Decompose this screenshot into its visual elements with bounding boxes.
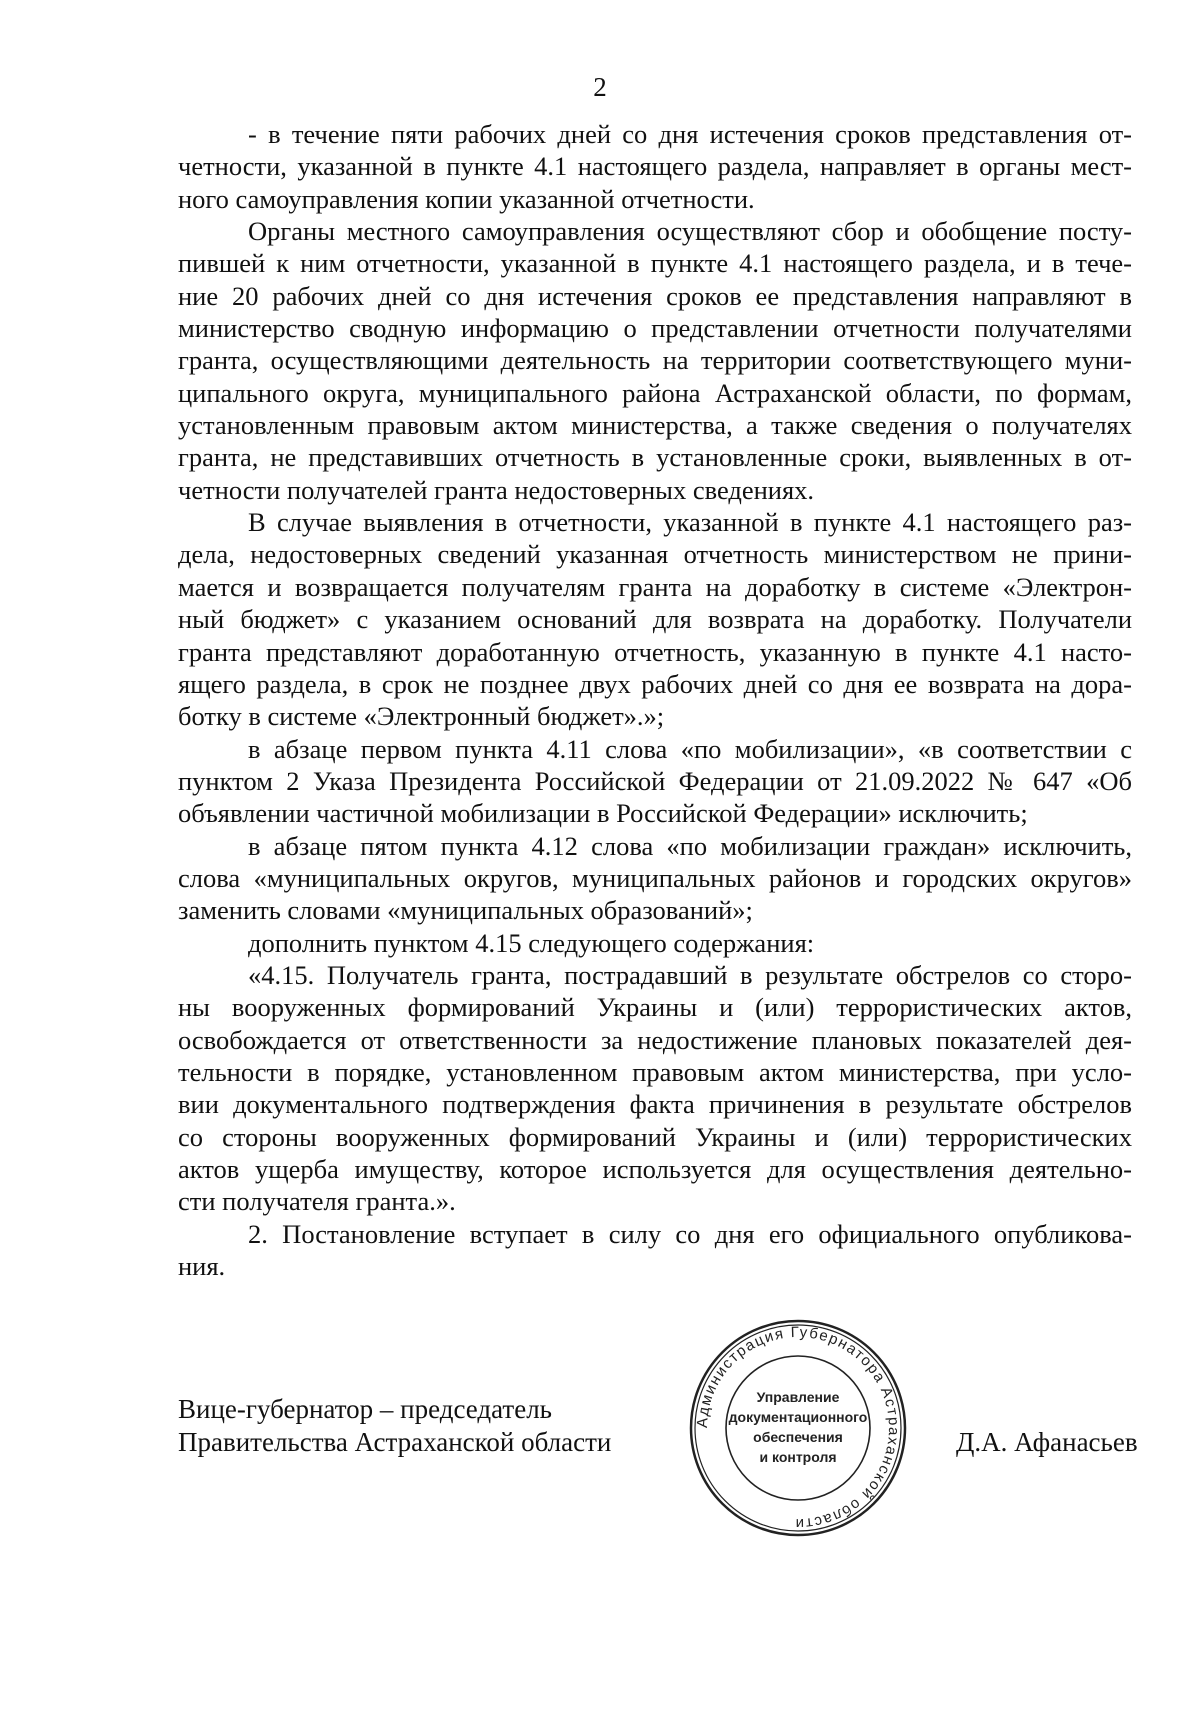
text-line: тельности в порядке, установленном правовым актом министерства, при усло-	[178, 1056, 1132, 1087]
text-line: ципального округа, муниципального района Астраханской области, по формам,	[178, 377, 1132, 408]
official-stamp	[688, 1318, 908, 1538]
text-line: в абзаце первом пункта 4.11 слова «по мобилизации», «в соответствии с	[248, 733, 1132, 764]
text-line: ботку в системе «Электронный бюджет».»;	[178, 701, 665, 732]
text-line: пунктом 2 Указа Президента Российской Федерации от 21.09.2022 № 647 «Об	[178, 765, 1132, 796]
text-line: ны вооруженных формирований Украины и (или) террористических актов,	[178, 992, 1132, 1023]
page-number: 2	[593, 72, 607, 102]
stamp-inner-line: документационного	[728, 1409, 868, 1425]
text-line: объявлении частичной мобилизации в Российской Федерации» исключить;	[178, 798, 1028, 829]
signature-position-line: Правительства Астраханской области	[178, 1427, 612, 1457]
text-line: гранта, осуществляющими деятельность на территории соответствующего муни-	[178, 345, 1132, 376]
text-line: «4.15. Получатель гранта, пострадавший в результате обстрелов со сторо-	[248, 959, 1132, 990]
text-line: министерство сводную информацию о представлении отчетности получателями	[178, 313, 1132, 344]
stamp-inner-line: и контроля	[759, 1449, 837, 1465]
text-line: со стороны вооруженных формирований Украины и (или) террористических	[178, 1121, 1132, 1152]
stamp-outer-text: Администрация Губернатора Астраханской области	[693, 1323, 903, 1533]
text-line: ящего раздела, в срок не позднее двух рабочих дней со дня ее возврата на дора-	[178, 668, 1132, 699]
text-line: В случае выявления в отчетности, указанной в пункте 4.1 настоящего раз-	[248, 507, 1132, 538]
text-line: гранта представляют доработанную отчетность, указанную в пункте 4.1 насто-	[178, 636, 1132, 667]
text-line: ния.	[178, 1251, 226, 1282]
text-line: сти получателя гранта.».	[178, 1186, 456, 1217]
text-line: заменить словами «муниципальных образований»;	[178, 895, 753, 926]
text-line: ние 20 рабочих дней со дня истечения сроков ее представления направляют в	[178, 280, 1132, 311]
text-line: ного самоуправления копии указанной отчетности.	[178, 183, 755, 214]
signature-position	[178, 1393, 611, 1459]
signature-position-line: Вице-губернатор – председатель	[178, 1394, 552, 1424]
text-line: четности, указанной в пункте 4.1 настоящего раздела, направляет в органы мест-	[178, 151, 1132, 182]
text-line: четности получателей гранта недостоверных сведениях.	[178, 474, 815, 505]
text-line: установленным правовым актом министерства, а также сведения о получателях	[178, 410, 1132, 441]
text-line: ный бюджет» с указанием оснований для возврата на доработку. Получатели	[178, 604, 1132, 635]
text-line: актов ущерба имуществу, которое используется для осуществления деятельно-	[178, 1154, 1132, 1184]
stamp-inner-line: обеспечения	[753, 1429, 843, 1445]
text-line: - в течение пяти рабочих дней со дня истечения сроков представления от-	[248, 119, 1132, 149]
text-line: слова «муниципальных округов, муниципальных районов и городских округов»	[178, 862, 1132, 893]
text-line: гранта, не представивших отчетность в установленные сроки, выявленных в от-	[178, 442, 1132, 473]
signer-name: Д.А. Афанасьев	[956, 1427, 1138, 1457]
stamp-inner-line: Управление	[756, 1389, 840, 1405]
document-body	[178, 118, 1132, 1282]
text-line: Органы местного самоуправления осуществляют сбор и обобщение посту-	[248, 216, 1132, 247]
text-line: 2. Постановление вступает в силу со дня его официального опубликова-	[248, 1218, 1132, 1249]
text-line: освобождается от ответственности за недостижение плановых показателей дея-	[178, 1024, 1132, 1055]
text-line: дополнить пунктом 4.15 следующего содержания:	[248, 927, 815, 958]
text-line: дела, недостоверных сведений указанная отчетность министерством не прини-	[178, 539, 1132, 570]
text-line: в абзаце пятом пункта 4.12 слова «по мобилизации граждан» исключить,	[248, 830, 1132, 861]
text-line: пившей к ним отчетности, указанной в пункте 4.1 настоящего раздела, и в тече-	[178, 248, 1132, 279]
text-line: мается и возвращается получателям гранта на доработку в системе «Электрон-	[178, 571, 1132, 602]
text-line: вии документального подтверждения факта причинения в результате обстрелов	[178, 1089, 1132, 1120]
